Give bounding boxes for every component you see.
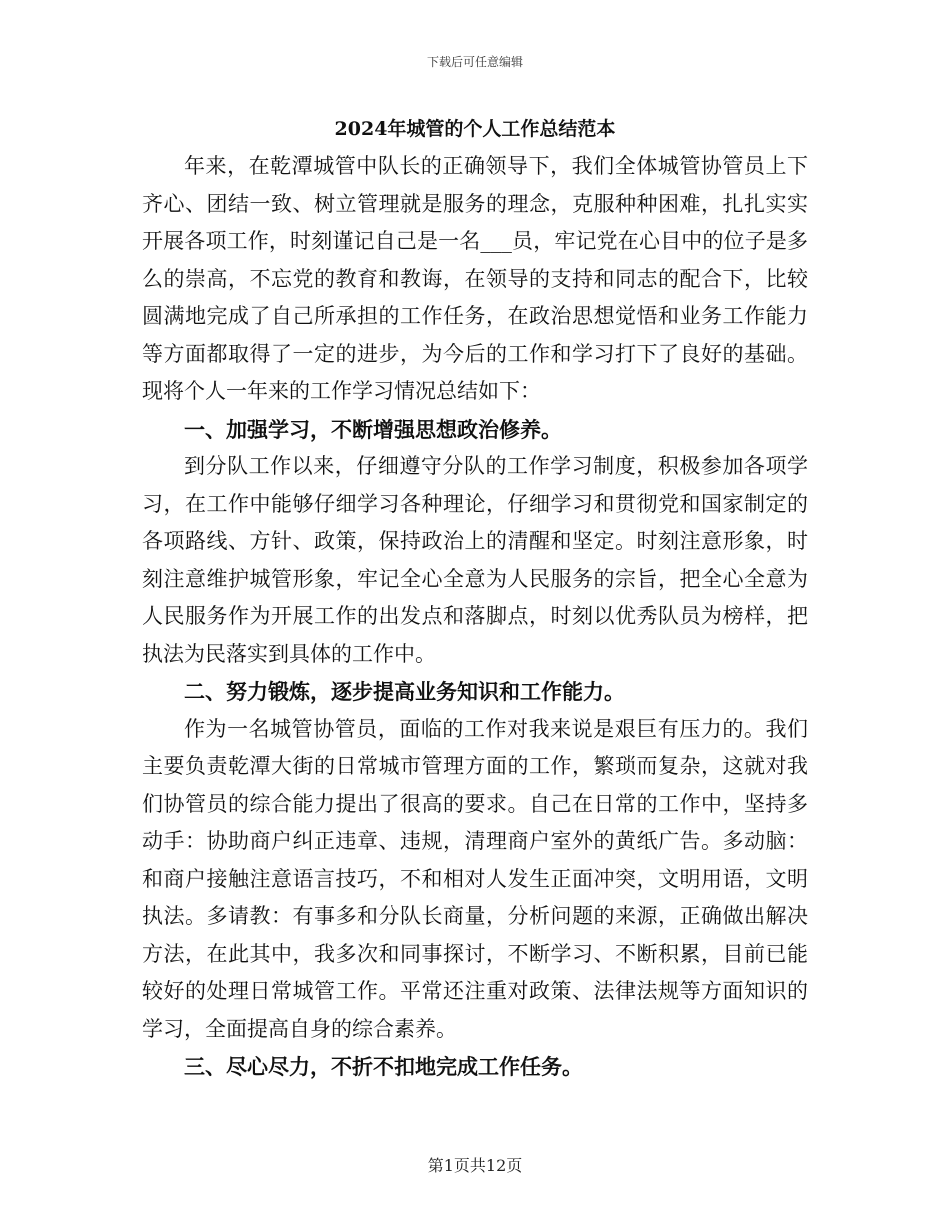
header-note: 下载后可任意编辑 bbox=[426, 55, 523, 69]
intro-paragraph: 年来，在乾潭城管中队长的正确领导下，我们全体城管协管员上下齐心、团结一致、树立管理就是服务的理念，克服种种困难，扎扎实实开展各项工作，时刻谨记自己是一名___员，牢记党在心目中的位子是多么的崇高，不忘党的教育和教诲，在领导的支持和同志的配合下，比较圆满地完成了自己所承担的工作任务，在政治思想觉悟和业务工作能力等方面都取得了一定的进步，为今后的工作和学习打下了良好的基础。现将个人一年来的工作学习情况总结如下： bbox=[142, 154, 808, 403]
document-body bbox=[142, 112, 808, 1086]
document-title: 2024年城管的个人工作总结范本 bbox=[334, 118, 616, 140]
section-heading-1: 一、加强学习，不断增强思想政治修养。 bbox=[184, 416, 562, 442]
section-paragraph-2: 作为一名城管协管员，面临的工作对我来说是艰巨有压力的。我们主要负责乾潭大街的日常城市管理方面的工作，繁琐而复杂，这就对我们协管员的综合能力提出了很高的要求。自己在日常的工作中，坚持多动手：协助商户纠正违章、违规，清理商户室外的黄纸广告。多动脑：和商户接触注意语言技巧，不和相对人发生正面冲突，文明用语，文明执法。多请教：有事多和分队长商量，分析问题的来源，正确做出解决方法，在此其中，我多次和同事探讨，不断学习、不断积累，目前已能较好的处理日常城管工作。平常还注重对政策、法律法规等方面知识的学习，全面提高自身的综合素养。 bbox=[142, 716, 808, 1041]
section-heading-3: 三、尽心尽力，不折不扣地完成工作任务。 bbox=[184, 1054, 583, 1079]
section-paragraph-1: 到分队工作以来，仔细遵守分队的工作学习制度，积极参加各项学习，在工作中能够仔细学习各种理论，仔细学习和贯彻党和国家制定的各项路线、方针、政策，保持政治上的清醒和坚定。时刻注意形象，时刻注意维护城管形象，牢记全心全意为人民服务的宗旨，把全心全意为人民服务作为开展工作的出发点和落脚点，时刻以优秀队员为榜样，把执法为民落实到具体的工作中。 bbox=[142, 454, 808, 666]
page-footer: 第1页共12页 bbox=[427, 1156, 523, 1175]
section-heading-2: 二、努力锻炼，逐步提高业务知识和工作能力。 bbox=[184, 679, 625, 704]
